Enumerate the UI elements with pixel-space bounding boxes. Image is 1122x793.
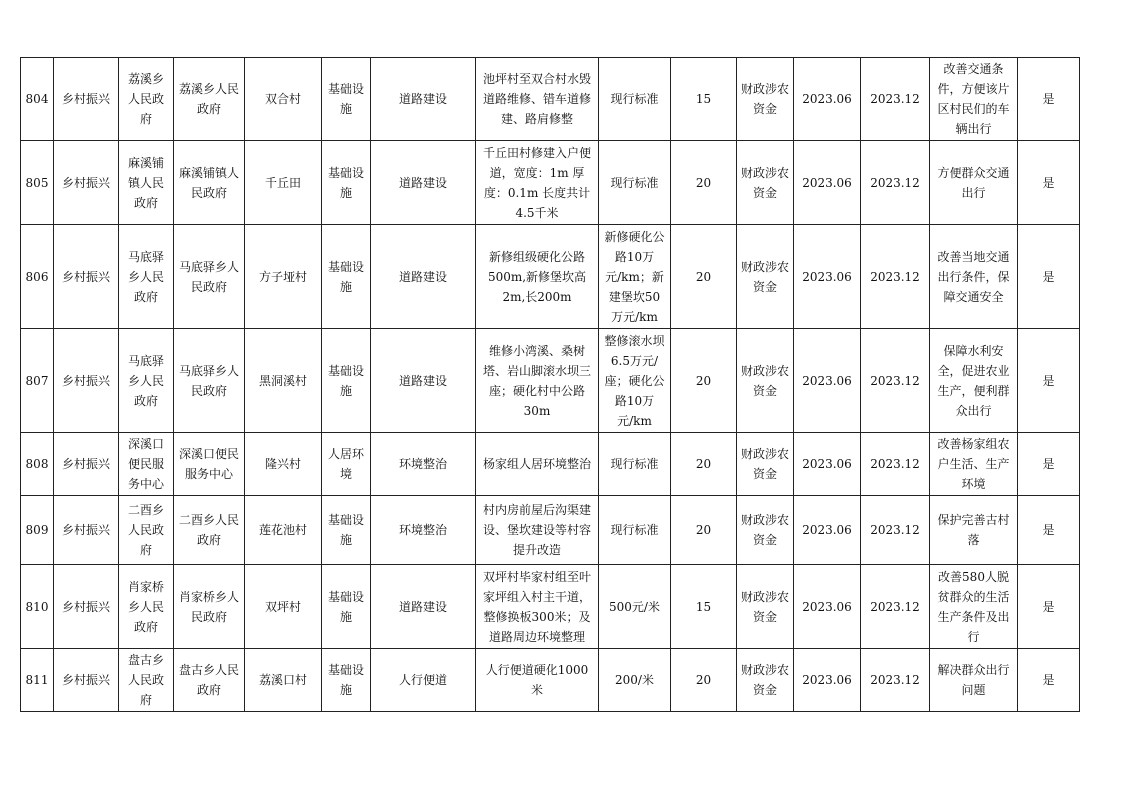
subtype-cell: 环境整治 (371, 433, 476, 496)
standard-cell: 现行标准 (599, 58, 671, 141)
flag-cell: 是 (1018, 225, 1080, 329)
unit-cell: 马底驿乡人民政府 (119, 225, 174, 329)
start-date-cell: 2023.06 (794, 141, 861, 225)
benefit-cell: 改善交通条件，方便该片区村民们的车辆出行 (930, 58, 1018, 141)
subtype-cell: 道路建设 (371, 329, 476, 433)
flag-cell: 是 (1018, 141, 1080, 225)
category-cell: 乡村振兴 (54, 496, 119, 565)
implementer-cell: 肖家桥乡人民政府 (174, 565, 245, 649)
standard-cell: 现行标准 (599, 496, 671, 565)
end-date-cell: 2023.12 (861, 141, 930, 225)
table-body (21, 58, 1080, 712)
fund-source-cell: 财政涉农资金 (737, 58, 794, 141)
standard-cell: 整修滚水坝6.5万元/座；硬化公路10万元/km (599, 329, 671, 433)
start-date-cell: 2023.06 (794, 225, 861, 329)
years-cell: 20 (671, 433, 737, 496)
unit-cell: 马底驿乡人民政府 (119, 329, 174, 433)
table-row (21, 58, 1080, 141)
subtype-cell: 道路建设 (371, 141, 476, 225)
end-date-cell: 2023.12 (861, 329, 930, 433)
unit-cell: 二酉乡人民政府 (119, 496, 174, 565)
category-cell: 乡村振兴 (54, 58, 119, 141)
standard-cell: 现行标准 (599, 141, 671, 225)
row-number-cell: 807 (21, 329, 54, 433)
benefit-cell: 保护完善古村落 (930, 496, 1018, 565)
flag-cell: 是 (1018, 58, 1080, 141)
implementer-cell: 荔溪乡人民政府 (174, 58, 245, 141)
village-cell: 方子垭村 (245, 225, 322, 329)
subtype-cell: 人行便道 (371, 649, 476, 712)
category-cell: 乡村振兴 (54, 565, 119, 649)
fund-source-cell: 财政涉农资金 (737, 496, 794, 565)
standard-cell: 500元/米 (599, 565, 671, 649)
implementer-cell: 深溪口便民服务中心 (174, 433, 245, 496)
table-row (21, 433, 1080, 496)
row-number-cell: 809 (21, 496, 54, 565)
category-cell: 乡村振兴 (54, 141, 119, 225)
row-number-cell: 805 (21, 141, 54, 225)
standard-cell: 新修硬化公路10万元/km；新建堡坎50万元/km (599, 225, 671, 329)
flag-cell: 是 (1018, 649, 1080, 712)
category-cell: 乡村振兴 (54, 649, 119, 712)
end-date-cell: 2023.12 (861, 225, 930, 329)
content-cell: 维修小湾溪、桑树塔、岩山脚滚水坝三座；硬化村中公路30m (476, 329, 599, 433)
category-cell: 乡村振兴 (54, 329, 119, 433)
implementer-cell: 麻溪铺镇人民政府 (174, 141, 245, 225)
village-cell: 双合村 (245, 58, 322, 141)
category-cell: 乡村振兴 (54, 433, 119, 496)
village-cell: 莲花池村 (245, 496, 322, 565)
years-cell: 15 (671, 565, 737, 649)
implementer-cell: 马底驿乡人民政府 (174, 225, 245, 329)
end-date-cell: 2023.12 (861, 496, 930, 565)
start-date-cell: 2023.06 (794, 58, 861, 141)
fund-source-cell: 财政涉农资金 (737, 565, 794, 649)
table-row (21, 329, 1080, 433)
village-cell: 双坪村 (245, 565, 322, 649)
end-date-cell: 2023.12 (861, 565, 930, 649)
row-number-cell: 810 (21, 565, 54, 649)
type-cell: 基础设施 (322, 496, 371, 565)
standard-cell: 现行标准 (599, 433, 671, 496)
subtype-cell: 道路建设 (371, 58, 476, 141)
subtype-cell: 道路建设 (371, 565, 476, 649)
row-number-cell: 808 (21, 433, 54, 496)
flag-cell: 是 (1018, 329, 1080, 433)
start-date-cell: 2023.06 (794, 649, 861, 712)
type-cell: 基础设施 (322, 649, 371, 712)
benefit-cell: 方便群众交通出行 (930, 141, 1018, 225)
fund-source-cell: 财政涉农资金 (737, 433, 794, 496)
benefit-cell: 改善杨家组农户生活、生产环境 (930, 433, 1018, 496)
category-cell: 乡村振兴 (54, 225, 119, 329)
flag-cell: 是 (1018, 496, 1080, 565)
flag-cell: 是 (1018, 565, 1080, 649)
start-date-cell: 2023.06 (794, 496, 861, 565)
fund-source-cell: 财政涉农资金 (737, 329, 794, 433)
table-row (21, 141, 1080, 225)
flag-cell: 是 (1018, 433, 1080, 496)
years-cell: 20 (671, 329, 737, 433)
end-date-cell: 2023.12 (861, 649, 930, 712)
years-cell: 20 (671, 496, 737, 565)
benefit-cell: 改善当地交通出行条件，保障交通安全 (930, 225, 1018, 329)
table-row (21, 565, 1080, 649)
unit-cell: 肖家桥乡人民政府 (119, 565, 174, 649)
type-cell: 基础设施 (322, 565, 371, 649)
village-cell: 黑洞溪村 (245, 329, 322, 433)
content-cell: 双坪村毕家村组至叶家坪组入村主干道，整修换板300米；及道路周边环境整理 (476, 565, 599, 649)
content-cell: 人行便道硬化1000米 (476, 649, 599, 712)
type-cell: 基础设施 (322, 58, 371, 141)
village-cell: 千丘田 (245, 141, 322, 225)
row-number-cell: 804 (21, 58, 54, 141)
type-cell: 基础设施 (322, 225, 371, 329)
table-row (21, 496, 1080, 565)
implementer-cell: 马底驿乡人民政府 (174, 329, 245, 433)
start-date-cell: 2023.06 (794, 565, 861, 649)
implementer-cell: 盘古乡人民政府 (174, 649, 245, 712)
type-cell: 人居环境 (322, 433, 371, 496)
start-date-cell: 2023.06 (794, 433, 861, 496)
unit-cell: 麻溪铺镇人民政府 (119, 141, 174, 225)
years-cell: 20 (671, 225, 737, 329)
row-number-cell: 806 (21, 225, 54, 329)
fund-source-cell: 财政涉农资金 (737, 649, 794, 712)
subtype-cell: 环境整治 (371, 496, 476, 565)
fund-source-cell: 财政涉农资金 (737, 225, 794, 329)
table-row (21, 225, 1080, 329)
content-cell: 杨家组人居环境整治 (476, 433, 599, 496)
unit-cell: 盘古乡人民政府 (119, 649, 174, 712)
start-date-cell: 2023.06 (794, 329, 861, 433)
unit-cell: 深溪口便民服务中心 (119, 433, 174, 496)
content-cell: 新修组级硬化公路500m,新修堡坎高2m,长200m (476, 225, 599, 329)
benefit-cell: 改善580人脱贫群众的生活生产条件及出行 (930, 565, 1018, 649)
project-table (20, 57, 1080, 712)
years-cell: 20 (671, 141, 737, 225)
content-cell: 村内房前屋后沟渠建设、堡坎建设等村容提升改造 (476, 496, 599, 565)
years-cell: 20 (671, 649, 737, 712)
village-cell: 隆兴村 (245, 433, 322, 496)
row-number-cell: 811 (21, 649, 54, 712)
type-cell: 基础设施 (322, 141, 371, 225)
content-cell: 池坪村至双合村水毁道路维修、错车道修建、路肩修整 (476, 58, 599, 141)
implementer-cell: 二酉乡人民政府 (174, 496, 245, 565)
end-date-cell: 2023.12 (861, 433, 930, 496)
standard-cell: 200/米 (599, 649, 671, 712)
benefit-cell: 保障水利安全，促进农业生产，便利群众出行 (930, 329, 1018, 433)
years-cell: 15 (671, 58, 737, 141)
content-cell: 千丘田村修建入户便道，宽度：1m 厚度：0.1m 长度共计4.5千米 (476, 141, 599, 225)
unit-cell: 荔溪乡人民政府 (119, 58, 174, 141)
benefit-cell: 解决群众出行问题 (930, 649, 1018, 712)
end-date-cell: 2023.12 (861, 58, 930, 141)
type-cell: 基础设施 (322, 329, 371, 433)
subtype-cell: 道路建设 (371, 225, 476, 329)
table-row (21, 649, 1080, 712)
village-cell: 荔溪口村 (245, 649, 322, 712)
fund-source-cell: 财政涉农资金 (737, 141, 794, 225)
